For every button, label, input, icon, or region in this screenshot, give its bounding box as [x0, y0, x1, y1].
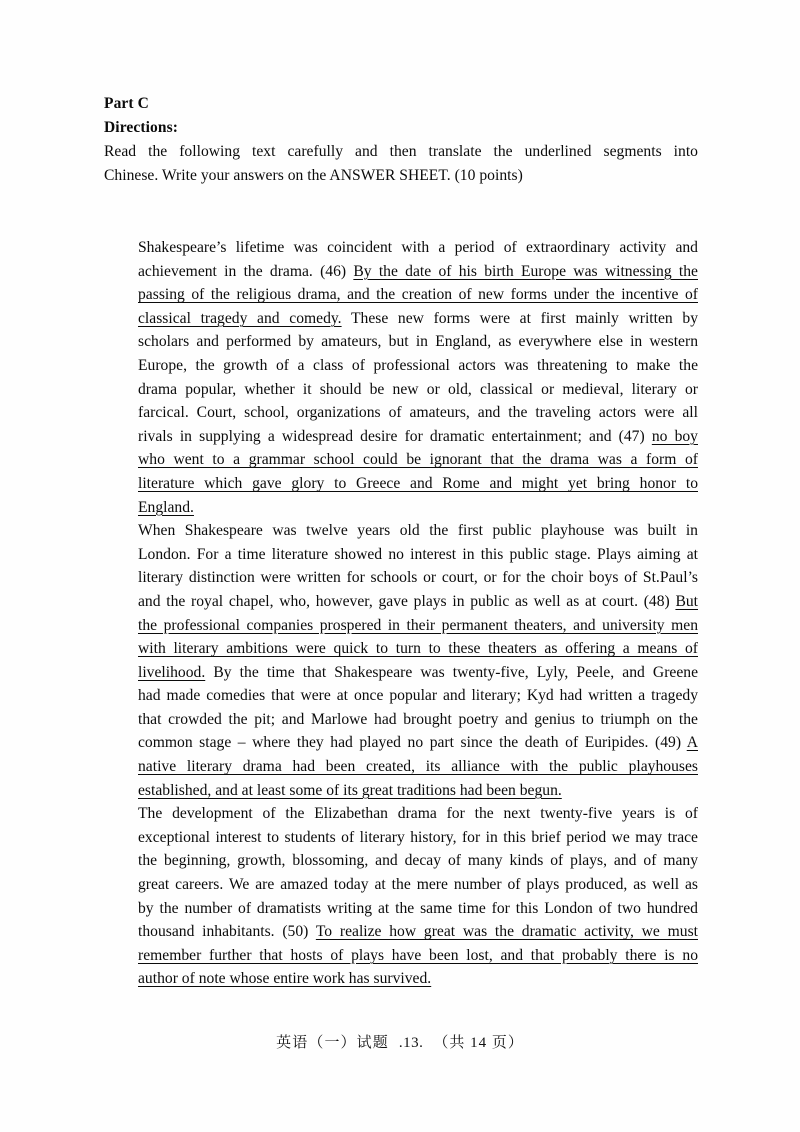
text-line: farcical. Court, school, organizations of amateurs, and the traveling actors were all: [138, 404, 698, 422]
text-line: the beginning, growth, blossoming, and decay of many kinds of plays, and of many: [138, 852, 698, 870]
underlined-segment-46: By the date of his birth Europe was witnessing the: [353, 262, 698, 280]
underlined-segment-47: who went to a grammar school could be ignorant that the drama was a form of: [138, 451, 698, 469]
underlined-segment-50: remember further that hosts of plays have been lost, and that probably there is no: [138, 946, 698, 964]
underlined-segment-47: England.: [138, 498, 194, 516]
text-line: [104, 661, 698, 685]
directions-line-2: Chinese. Write your answers on the ANSWER SHEET. (10 points): [104, 166, 523, 184]
text-line: drama popular, whether it should be new or old, classical or medieval, literary or: [138, 380, 698, 398]
text-run: and the royal chapel, who, however, gave plays in public as well as at court. (48): [138, 592, 676, 610]
text-line: Europe, the growth of a class of professional actors was threatening to make the: [138, 356, 698, 374]
passage-paragraph-2: [104, 519, 698, 802]
text-run: These new forms were at first mainly written by: [341, 309, 698, 327]
directions-text: [104, 140, 698, 187]
text-run: thousand inhabitants. (50): [138, 923, 316, 941]
underlined-segment-48: with literary ambitions were quick to turn to these theaters as offering a means of: [138, 640, 698, 658]
underlined-segment-49: native literary drama had been created, its alliance with the public playhouses: [138, 758, 698, 776]
document-content: [104, 92, 698, 991]
text-run: By the time that Shakespeare was twenty-five, Lyly, Peele, and Greene: [205, 663, 698, 681]
text-line: [104, 590, 698, 614]
part-heading: Part C: [104, 95, 149, 112]
underlined-segment-47: literature which gave glory to Greece and Rome and might yet bring honor to: [138, 474, 698, 492]
text-line: The development of the Elizabethan drama for the next twenty-five years is of: [138, 805, 698, 823]
page-footer: [0, 1032, 800, 1054]
underlined-segment-50: author of note whose entire work has survived.: [138, 970, 432, 988]
text-line: scholars and performed by amateurs, but in England, as everywhere else in western: [138, 333, 698, 351]
text-line: London. For a time literature showed no interest in this public stage. Plays aiming at: [138, 545, 698, 563]
underlined-segment-46: passing of the religious drama, and the creation of new forms under the incentive of: [138, 286, 698, 304]
underlined-segment-46: classical tragedy and comedy.: [138, 309, 342, 327]
text-line: [104, 307, 698, 331]
passage-body: [104, 236, 698, 991]
text-line: literary distinction were written for schools or court, or for the choir boys of St.Paul’s: [138, 569, 698, 587]
directions-heading: Directions:: [104, 118, 178, 136]
text-run: common stage – where they had played no part since the death of Euripides. (49): [138, 734, 687, 752]
underlined-segment-48: the professional companies prospered in their permanent theaters, and university men: [138, 616, 698, 634]
underlined-segment-48: But: [675, 592, 698, 610]
text-line: [104, 260, 698, 284]
text-line: When Shakespeare was twelve years old the first public playhouse was built in: [138, 522, 698, 540]
text-run: achievement in the drama. (46): [138, 262, 354, 280]
underlined-segment-49: A: [686, 734, 698, 752]
passage-paragraph-3: [104, 802, 698, 991]
text-line: [104, 920, 698, 944]
text-line: [104, 731, 698, 755]
underlined-segment-48: livelihood.: [138, 663, 206, 681]
text-line: exceptional interest to students of literary history, for in this brief period we may trace: [138, 828, 698, 846]
footer-total-pages: （共 14 页）: [433, 1035, 524, 1051]
underlined-segment-47: no boy: [651, 427, 698, 445]
text-line: [104, 425, 698, 449]
passage-paragraph-1: [104, 236, 698, 519]
text-line: had made comedies that were at once popular and literary; Kyd had written a tragedy: [138, 687, 698, 705]
footer-page-number: .13.: [398, 1035, 424, 1051]
underlined-segment-49: established, and at least some of its great traditions had been begun.: [138, 781, 562, 799]
text-line: Shakespeare’s lifetime was coincident with a period of extraordinary activity and: [138, 239, 698, 256]
text-line: great careers. We are amazed today at the mere number of plays produced, as well as: [138, 876, 698, 894]
text-line: by the number of dramatists writing at the same time for this London of two hundred: [138, 899, 698, 917]
text-run: rivals in supplying a widespread desire for dramatic entertainment; and (47): [138, 427, 652, 445]
footer-subject: 英语（一）试题: [276, 1035, 389, 1051]
underlined-segment-50: To realize how great was the dramatic activity, we must: [315, 923, 698, 941]
directions-line-1: Read the following text carefully and then translate the underlined segments into: [104, 143, 698, 160]
text-line: that crowded the pit; and Marlowe had brought poetry and genius to triumph on the: [138, 710, 698, 728]
